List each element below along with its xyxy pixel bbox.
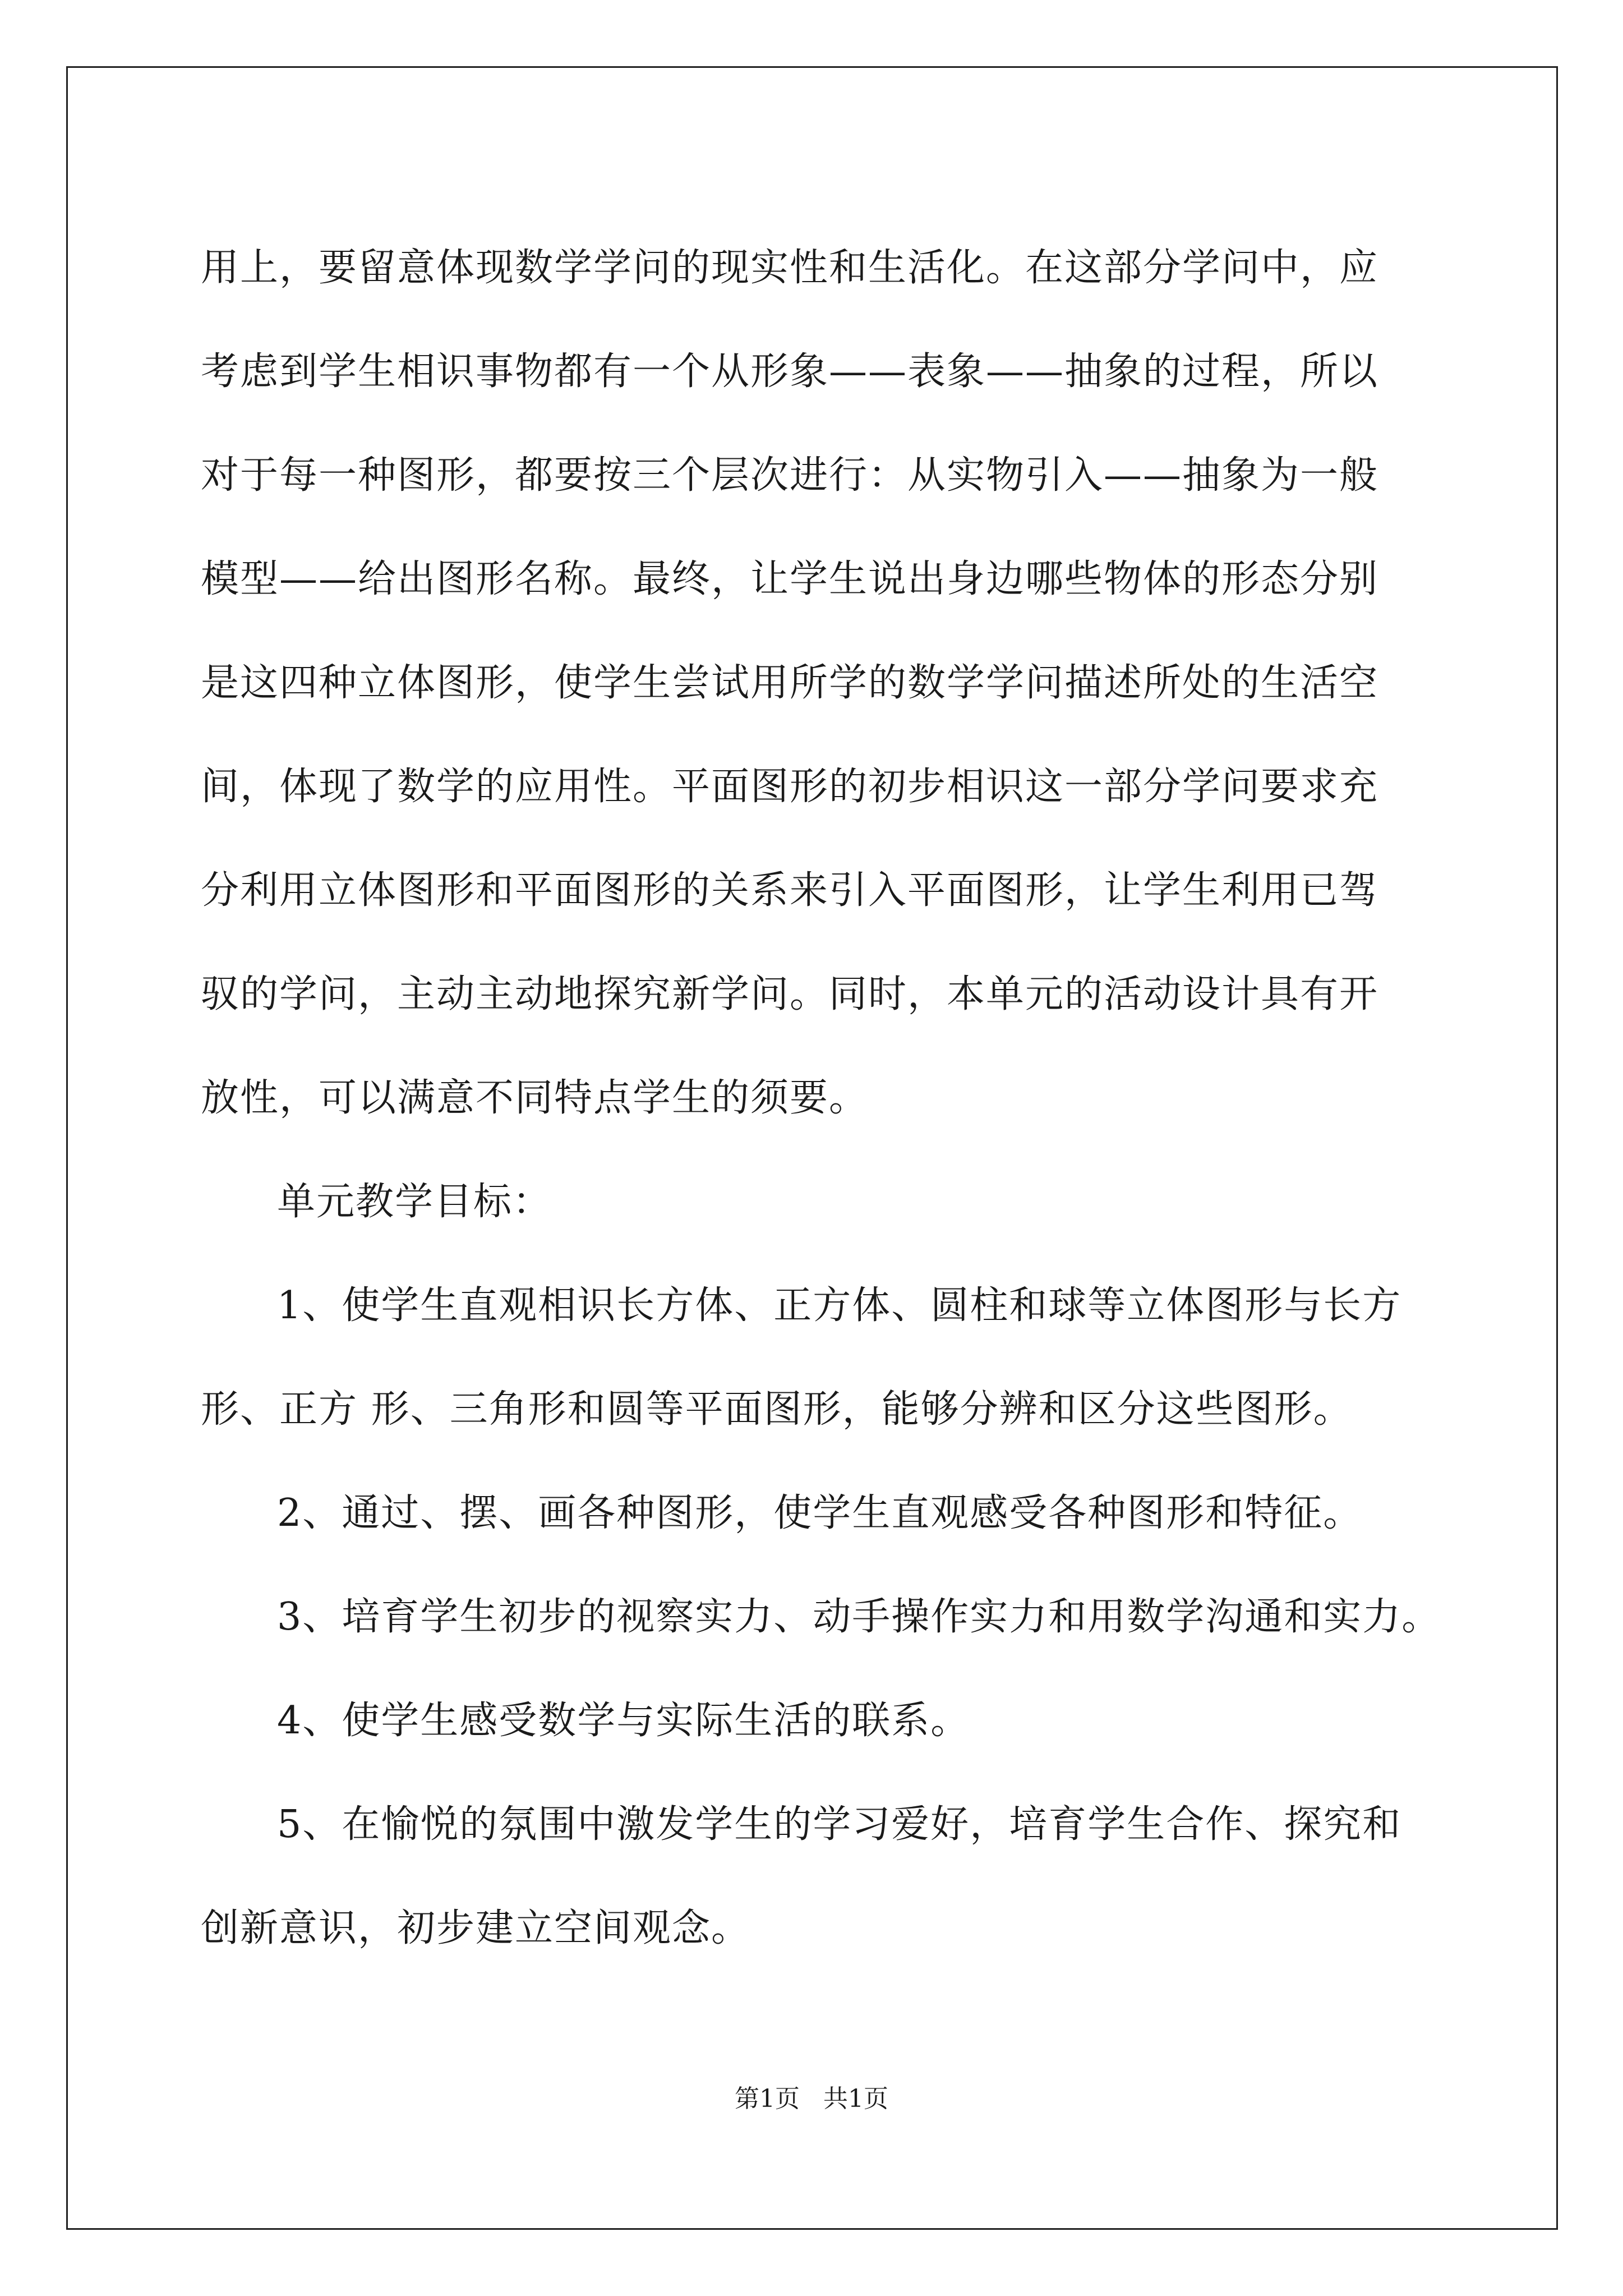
objective-item: 5、在愉悦的氛围中激发学生的学习爱好，培育学生合作、探究和 — [277, 1802, 1402, 1847]
text-line: 间，体现了数学的应用性。平面图形的初步相识这一部分学问要求充 — [201, 765, 1379, 809]
text-line: 对于每一种图形，都要按三个层次进行：从实物引入——抽象为一般 — [201, 453, 1379, 498]
text-line: 分利用立体图形和平面图形的关系来引入平面图形，让学生利用已驾 — [201, 868, 1379, 913]
text-line: 驭的学问，主动主动地探究新学问。同时，本单元的活动设计具有开 — [201, 972, 1379, 1016]
text-line: 用上，要留意体现数学学问的现实性和生活化。在这部分学问中，应 — [201, 246, 1379, 290]
text-line: 考虑到学生相识事物都有一个从形象——表象——抽象的过程，所以 — [201, 349, 1379, 394]
objective-item: 4、使学生感受数学与实际生活的联系。 — [277, 1699, 970, 1743]
text-line: 模型——给出图形名称。最终，让学生说出身边哪些物体的形态分别 — [201, 557, 1379, 601]
text-line: 放性，可以满意不同特点学生的须要。 — [201, 1076, 869, 1120]
objective-item: 1、使学生直观相识长方体、正方体、圆柱和球等立体图形与长方 — [277, 1283, 1402, 1328]
text-line: 是这四种立体图形，使学生尝试用所学的数学学问描述所处的生活空 — [201, 661, 1379, 705]
page-footer — [0, 2082, 1623, 2116]
objective-item: 3、培育学生初步的视察实力、动手操作实力和用数学沟通和实力。 — [277, 1595, 1441, 1639]
objective-item-continued: 形、正方 形、三角形和圆等平面图形，能够分辨和区分这些图形。 — [201, 1387, 1353, 1432]
objective-item: 2、通过、摆、画各种图形，使学生直观感受各种图形和特征。 — [277, 1491, 1363, 1535]
page-number: 第1页 共1页 — [735, 2085, 888, 2113]
section-heading: 单元教学目标： — [277, 1180, 552, 1224]
objective-item-continued: 创新意识，初步建立空间观念。 — [201, 1906, 751, 1950]
document-body — [201, 216, 1441, 1980]
